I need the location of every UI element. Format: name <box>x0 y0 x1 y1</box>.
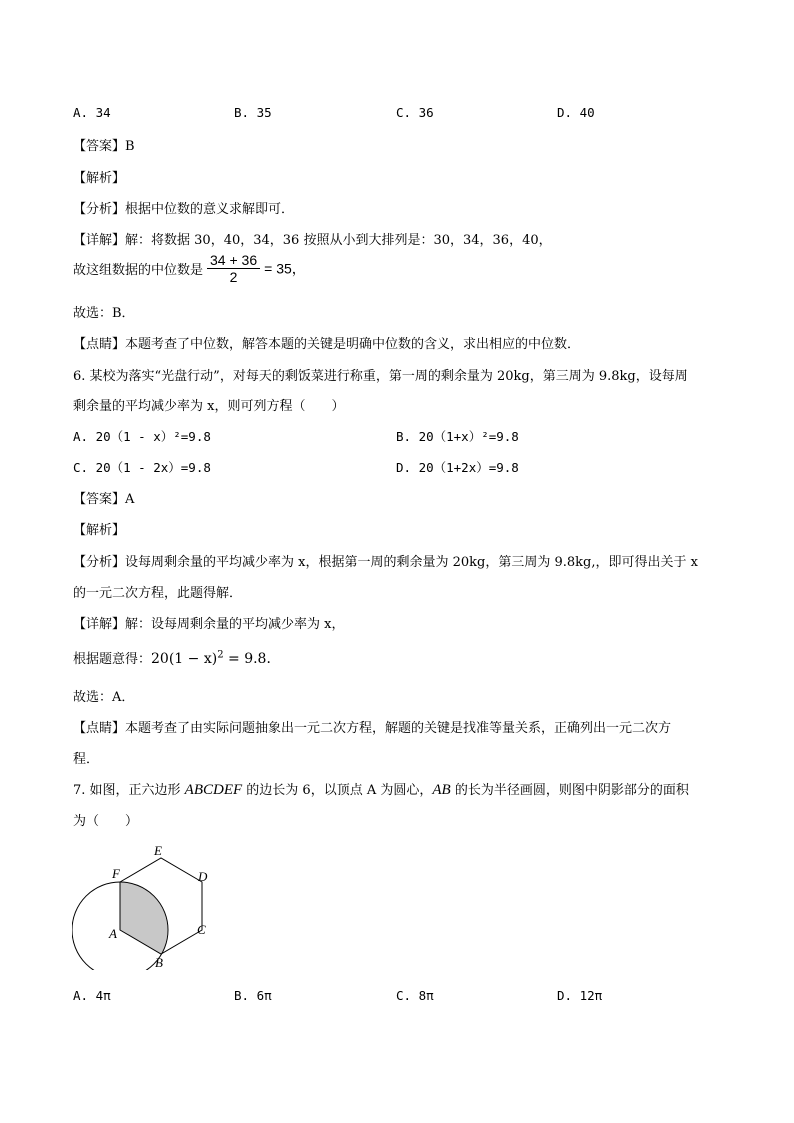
median-text: 故这组数据的中位数是 <box>73 263 204 278</box>
label-b: B <box>155 955 163 970</box>
q7-option-a: A. 4π <box>73 988 111 1003</box>
q6-answer-tag: 【答案】 <box>73 492 126 507</box>
xiangjie-tag: 【详解】 <box>73 233 126 248</box>
q6-answer-value: A <box>125 492 135 507</box>
answer-line <box>73 135 135 154</box>
fraction-numerator: 34 + 36 <box>207 252 260 269</box>
q7-radius-name: AB <box>432 782 451 798</box>
q6-option-a: A. 20（1 - x）²=9.8 <box>73 429 211 444</box>
answer-value: B <box>125 139 135 154</box>
q7-stem-line1 <box>73 779 689 799</box>
median-line <box>73 252 306 285</box>
hexagon-circle-figure <box>72 842 222 970</box>
q6-stem-line1: 6. 某校为落实“光盘行动”，对每天的剩饭菜进行称重，第一周的剩余量为 20kg，第三周为 9.8kg，设每周 <box>73 369 688 384</box>
xiangjie-line <box>73 229 552 248</box>
q6-fenxi-line2: 的一元二次方程，此题得解． <box>73 586 243 601</box>
median-result: = 35， <box>264 260 306 277</box>
q6-option-c: C. 20（1 - 2x）=9.8 <box>73 460 211 475</box>
option-a: A. 34 <box>73 105 111 120</box>
q6-stem-line2: 剩余量的平均减少率为 x，则可列方程（ ） <box>73 399 345 414</box>
q6-xiangjie-tag: 【详解】 <box>73 617 126 632</box>
q7-stem-pre: 7. 如图，正六边形 <box>73 783 185 798</box>
q6-fenxi-tag: 【分析】 <box>73 555 126 570</box>
option-c: C. 36 <box>396 105 434 120</box>
option-b: B. 35 <box>234 105 272 120</box>
option-d: D. 40 <box>557 105 595 120</box>
q7-hex-name: ABCDEF <box>184 782 243 798</box>
q6-equation-rhs: = 9.8． <box>223 651 281 667</box>
dianjing-line <box>73 333 580 352</box>
analysis-tag: 【解析】 <box>73 171 126 186</box>
q6-fenxi-text: 设每周剩余量的平均减少率为 x，根据第一周的剩余量为 20kg，第三周为 9.8kg,，即可得出关于 x <box>125 555 698 570</box>
q6-dianjing-tag: 【点睛】 <box>73 721 126 736</box>
q7-stem-mid: 的边长为 6，以顶点 A 为圆心， <box>242 783 433 798</box>
fraction-denominator: 2 <box>229 269 238 285</box>
q6-xiangjie-line1 <box>73 613 344 632</box>
q6-option-b: B. 20（1+x）²=9.8 <box>396 429 519 444</box>
label-c: C <box>197 922 206 937</box>
answer-tag: 【答案】 <box>73 139 126 154</box>
q7-stem-post: 的长为半径画圆，则图中阴影部分的面积 <box>450 783 689 798</box>
q6-answer-line <box>73 488 134 507</box>
q7-stem-line2: 为（ ） <box>73 814 139 829</box>
q6-equation-line <box>73 648 280 668</box>
xuanze-line: 故选：B． <box>73 306 135 321</box>
q6-equation-prefix: 根据题意得： <box>73 652 152 667</box>
q6-dianjing-line2: 程． <box>73 752 100 767</box>
median-fraction <box>207 252 260 285</box>
shaded-region <box>120 882 167 954</box>
label-a: A <box>109 926 117 941</box>
dianjing-tag: 【点睛】 <box>73 337 126 352</box>
q6-xuanze-line: 故选：A． <box>73 690 135 705</box>
xiangjie-text: 解：将数据 30，40，34，36 按照从小到大排列是：30，34，36，40， <box>125 233 552 248</box>
q6-xiangjie-text: 解：设每周剩余量的平均减少率为 x， <box>125 617 345 632</box>
q6-equation: 20(1 − x) <box>151 651 218 667</box>
fenxi-text: 根据中位数的意义求解即可． <box>125 202 295 217</box>
q6-dianjing-text: 本题考查了由实际问题抽象出一元二次方程，解题的关键是找准等量关系，正确列出一元二次方 <box>125 721 672 736</box>
label-d: D <box>198 869 208 884</box>
q7-option-c: C. 8π <box>396 988 434 1003</box>
q6-fenxi-line1 <box>73 551 698 570</box>
q6-option-d: D. 20（1+2x）=9.8 <box>396 460 519 475</box>
q6-dianjing-line1 <box>73 717 671 736</box>
q7-option-d: D. 12π <box>557 988 603 1003</box>
q6-equation-exponent: 2 <box>217 649 224 661</box>
dianjing-text: 本题考查了中位数，解答本题的关键是明确中位数的含义，求出相应的中位数． <box>125 337 581 352</box>
q6-analysis-tag: 【解析】 <box>73 523 126 538</box>
label-e: E <box>154 843 162 858</box>
fenxi-tag: 【分析】 <box>73 202 126 217</box>
q7-option-b: B. 6π <box>234 988 272 1003</box>
fenxi-line <box>73 198 294 217</box>
label-f: F <box>112 866 120 881</box>
